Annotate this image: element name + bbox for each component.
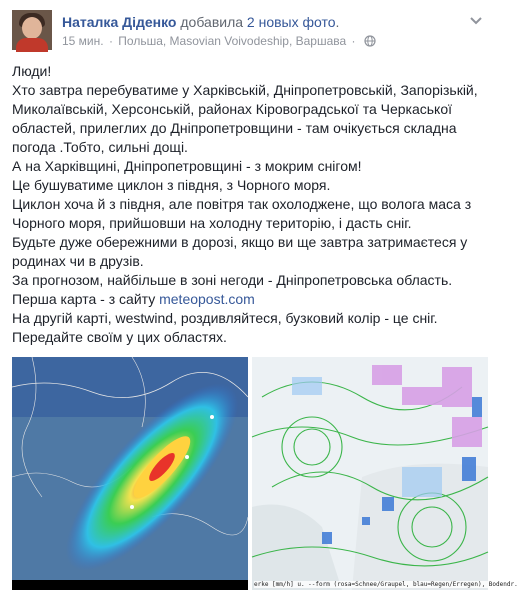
post-paragraph: Це бушуватиме циклон з півдня, з Чорного моря.: [12, 177, 331, 193]
post-paragraph: Циклон хоча й з півдня, але повітря так охолоджене, що волога маса з Чорного моря, прийшовши на холодну територію, і дасть сніг.: [12, 196, 472, 231]
post-location[interactable]: Польша, Masovian Voivodeship, Варшава: [118, 34, 347, 48]
westwind-map-photo[interactable]: [252, 357, 518, 590]
map-caption: erke [mm/h] u. --form (rosa=Schnee/Graupel, blau=Regen/Erregen), Bodendr.: [254, 581, 518, 588]
new-photos-link[interactable]: 2 новых фото: [246, 14, 336, 30]
post-paragraph: Будьте дуже обережними в дорозі, якщо ви ще завтра затримаєтеся у родинах чи в друзів.: [12, 234, 468, 269]
post-title-line: [62, 14, 339, 30]
photo-grid: [12, 357, 518, 590]
meta-separator: ·: [351, 34, 356, 48]
map-scale-bar: [12, 580, 248, 590]
post-paragraph: Хто завтра перебуватиме у Харківській, Дніпропетровській, Запорізькій, Миколаївській, Херсонській, районах Кіровоградської та Черкаської областей, прилеглих до Дніпропетровщини - там очікується складна погода .Тобто, сильні дощі.: [12, 82, 478, 155]
post-time[interactable]: 15 мин.: [62, 34, 104, 48]
post-paragraph: За прогнозом, найбільше в зоні негоди - Дніпропетровська область.: [12, 272, 453, 288]
post-paragraph: А на Харківщині, Дніпропетровщині - з мокрим снігом!: [12, 158, 362, 174]
meta-separator: ·: [108, 34, 113, 48]
chevron-down-icon[interactable]: [468, 12, 484, 28]
post-action-text: добавила: [180, 14, 244, 30]
post-paragraph: Люди!: [12, 63, 52, 79]
post-meta-line: [62, 34, 376, 48]
author-avatar[interactable]: [12, 10, 52, 50]
post-header: [12, 10, 484, 50]
link-prefix: Перша карта - з сайту: [12, 291, 160, 307]
globe-icon[interactable]: [364, 35, 376, 47]
post-action-end: .: [335, 14, 340, 30]
post-text: [12, 62, 488, 347]
post-paragraph: Передайте своїм у цих областях.: [12, 329, 227, 345]
post-paragraph: На другій карті, westwind, роздивляйтеся, бузковий колір - це сніг.: [12, 310, 438, 326]
meteopost-link[interactable]: meteopost.com: [159, 291, 255, 307]
author-name[interactable]: Наталка Діденко: [62, 14, 177, 30]
post-paragraph-with-link: [12, 290, 488, 309]
precipitation-map-photo[interactable]: [12, 357, 248, 590]
